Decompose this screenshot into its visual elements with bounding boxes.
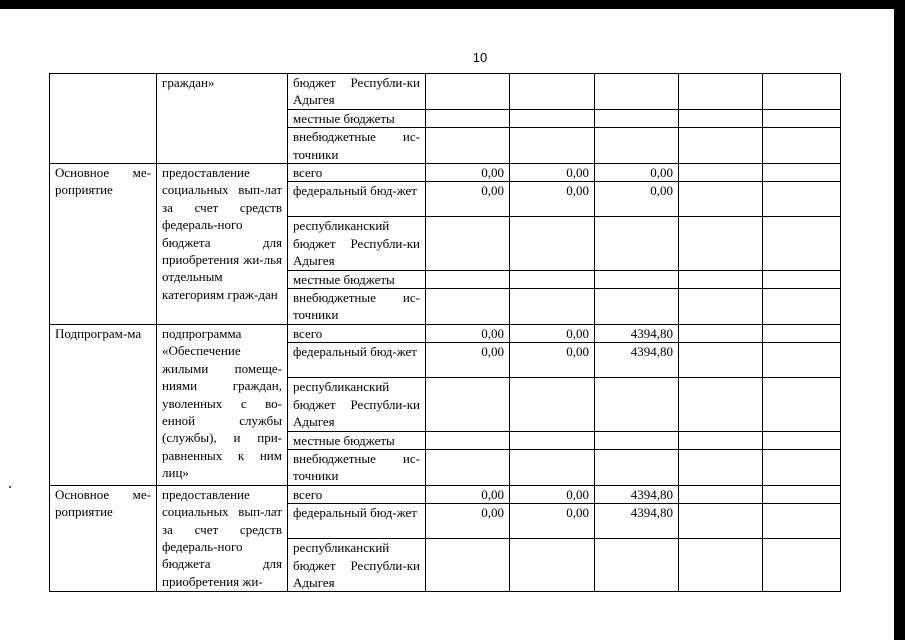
value-col-2: 0,00 xyxy=(510,343,595,378)
value-col-2 xyxy=(510,74,595,110)
funding-source: всего xyxy=(288,164,426,182)
value-col-2 xyxy=(510,289,595,325)
funding-source: местные бюджеты xyxy=(288,109,426,127)
value-col-2 xyxy=(510,109,595,127)
value-col-5 xyxy=(763,539,841,592)
value-col-2 xyxy=(510,378,595,431)
value-col-3: 4394,80 xyxy=(595,324,679,342)
value-col-5 xyxy=(763,164,841,182)
value-col-1 xyxy=(426,109,510,127)
row-description: граждан» xyxy=(157,74,288,164)
table-row xyxy=(50,74,841,110)
budget-table xyxy=(49,73,841,592)
funding-source: республиканский бюджет Республи-ки Адыгея xyxy=(288,217,426,270)
row-category: Основное ме-роприятие xyxy=(50,485,157,592)
funding-source: внебюджетные ис-точники xyxy=(288,289,426,325)
value-col-3: 0,00 xyxy=(595,164,679,182)
funding-source: местные бюджеты xyxy=(288,431,426,449)
value-col-3 xyxy=(595,431,679,449)
value-col-1 xyxy=(426,431,510,449)
value-col-5 xyxy=(763,449,841,485)
row-description: предоставление социальных вып-лат за счет средств федераль-ного бюджета для приобретения жи-лья отдельным категориям граж-дан xyxy=(157,164,288,325)
value-col-3 xyxy=(595,270,679,288)
value-col-4 xyxy=(679,109,763,127)
value-col-3 xyxy=(595,289,679,325)
value-col-1 xyxy=(426,289,510,325)
value-col-4 xyxy=(679,164,763,182)
value-col-1: 0,00 xyxy=(426,343,510,378)
value-col-1 xyxy=(426,128,510,164)
funding-source: всего xyxy=(288,485,426,503)
row-description: подпрограмма «Обеспечение жилыми помеще-ниями граждан, уволенных с во-енной службы (службы), и при-равненных к ним лиц» xyxy=(157,324,288,485)
value-col-3: 0,00 xyxy=(595,182,679,217)
value-col-3: 4394,80 xyxy=(595,343,679,378)
funding-source: республиканский бюджет Республи-ки Адыгея xyxy=(288,539,426,592)
value-col-4 xyxy=(679,449,763,485)
value-col-2 xyxy=(510,217,595,270)
page-number: 10 xyxy=(472,50,488,65)
value-col-3 xyxy=(595,378,679,431)
value-col-2 xyxy=(510,128,595,164)
value-col-3: 4394,80 xyxy=(595,485,679,503)
value-col-1 xyxy=(426,449,510,485)
value-col-4 xyxy=(679,485,763,503)
funding-source: местные бюджеты xyxy=(288,270,426,288)
value-col-5 xyxy=(763,270,841,288)
value-col-5 xyxy=(763,378,841,431)
value-col-4 xyxy=(679,343,763,378)
value-col-1 xyxy=(426,74,510,110)
value-col-2 xyxy=(510,449,595,485)
value-col-4 xyxy=(679,217,763,270)
row-category: Подпрограм-ма xyxy=(50,324,157,485)
value-col-5 xyxy=(763,289,841,325)
value-col-4 xyxy=(679,182,763,217)
value-col-5 xyxy=(763,109,841,127)
value-col-3: 4394,80 xyxy=(595,504,679,539)
value-col-1 xyxy=(426,378,510,431)
value-col-2: 0,00 xyxy=(510,504,595,539)
value-col-4 xyxy=(679,539,763,592)
value-col-1: 0,00 xyxy=(426,164,510,182)
value-col-4 xyxy=(679,74,763,110)
value-col-5 xyxy=(763,128,841,164)
value-col-2: 0,00 xyxy=(510,164,595,182)
funding-source: федеральный бюд-жет xyxy=(288,182,426,217)
table-body xyxy=(50,74,841,592)
funding-source: республиканский бюджет Республи-ки Адыгея xyxy=(288,378,426,431)
value-col-3 xyxy=(595,449,679,485)
value-col-1 xyxy=(426,539,510,592)
value-col-2: 0,00 xyxy=(510,485,595,503)
value-col-5 xyxy=(763,217,841,270)
value-col-2: 0,00 xyxy=(510,182,595,217)
table-row xyxy=(50,164,841,182)
table-row xyxy=(50,485,841,503)
scan-border-right xyxy=(894,0,905,640)
value-col-4 xyxy=(679,324,763,342)
value-col-4 xyxy=(679,270,763,288)
value-col-3 xyxy=(595,74,679,110)
value-col-1: 0,00 xyxy=(426,504,510,539)
funding-source: внебюджетные ис-точники xyxy=(288,449,426,485)
value-col-3 xyxy=(595,128,679,164)
value-col-5 xyxy=(763,182,841,217)
funding-source: федеральный бюд-жет xyxy=(288,343,426,378)
funding-source: федеральный бюд-жет xyxy=(288,504,426,539)
value-col-3 xyxy=(595,109,679,127)
value-col-1: 0,00 xyxy=(426,182,510,217)
funding-source: бюджет Республи-ки Адыгея xyxy=(288,74,426,110)
value-col-1: 0,00 xyxy=(426,324,510,342)
value-col-3 xyxy=(595,217,679,270)
scan-speck xyxy=(9,486,11,488)
table-row xyxy=(50,324,841,342)
value-col-4 xyxy=(679,431,763,449)
row-category xyxy=(50,74,157,164)
value-col-4 xyxy=(679,378,763,431)
value-col-5 xyxy=(763,324,841,342)
scan-border-top xyxy=(0,0,905,9)
value-col-5 xyxy=(763,504,841,539)
row-description: предоставление социальных вып-лат за счет средств федераль-ного бюджета для приобретения жи- xyxy=(157,485,288,592)
value-col-2 xyxy=(510,431,595,449)
value-col-2 xyxy=(510,270,595,288)
value-col-1: 0,00 xyxy=(426,485,510,503)
value-col-1 xyxy=(426,217,510,270)
value-col-4 xyxy=(679,504,763,539)
funding-source: внебюджетные ис-точники xyxy=(288,128,426,164)
value-col-5 xyxy=(763,485,841,503)
value-col-3 xyxy=(595,539,679,592)
row-category: Основное ме-роприятие xyxy=(50,164,157,325)
funding-source: всего xyxy=(288,324,426,342)
value-col-4 xyxy=(679,289,763,325)
value-col-5 xyxy=(763,343,841,378)
value-col-5 xyxy=(763,74,841,110)
value-col-1 xyxy=(426,270,510,288)
value-col-4 xyxy=(679,128,763,164)
value-col-2: 0,00 xyxy=(510,324,595,342)
value-col-5 xyxy=(763,431,841,449)
value-col-2 xyxy=(510,539,595,592)
